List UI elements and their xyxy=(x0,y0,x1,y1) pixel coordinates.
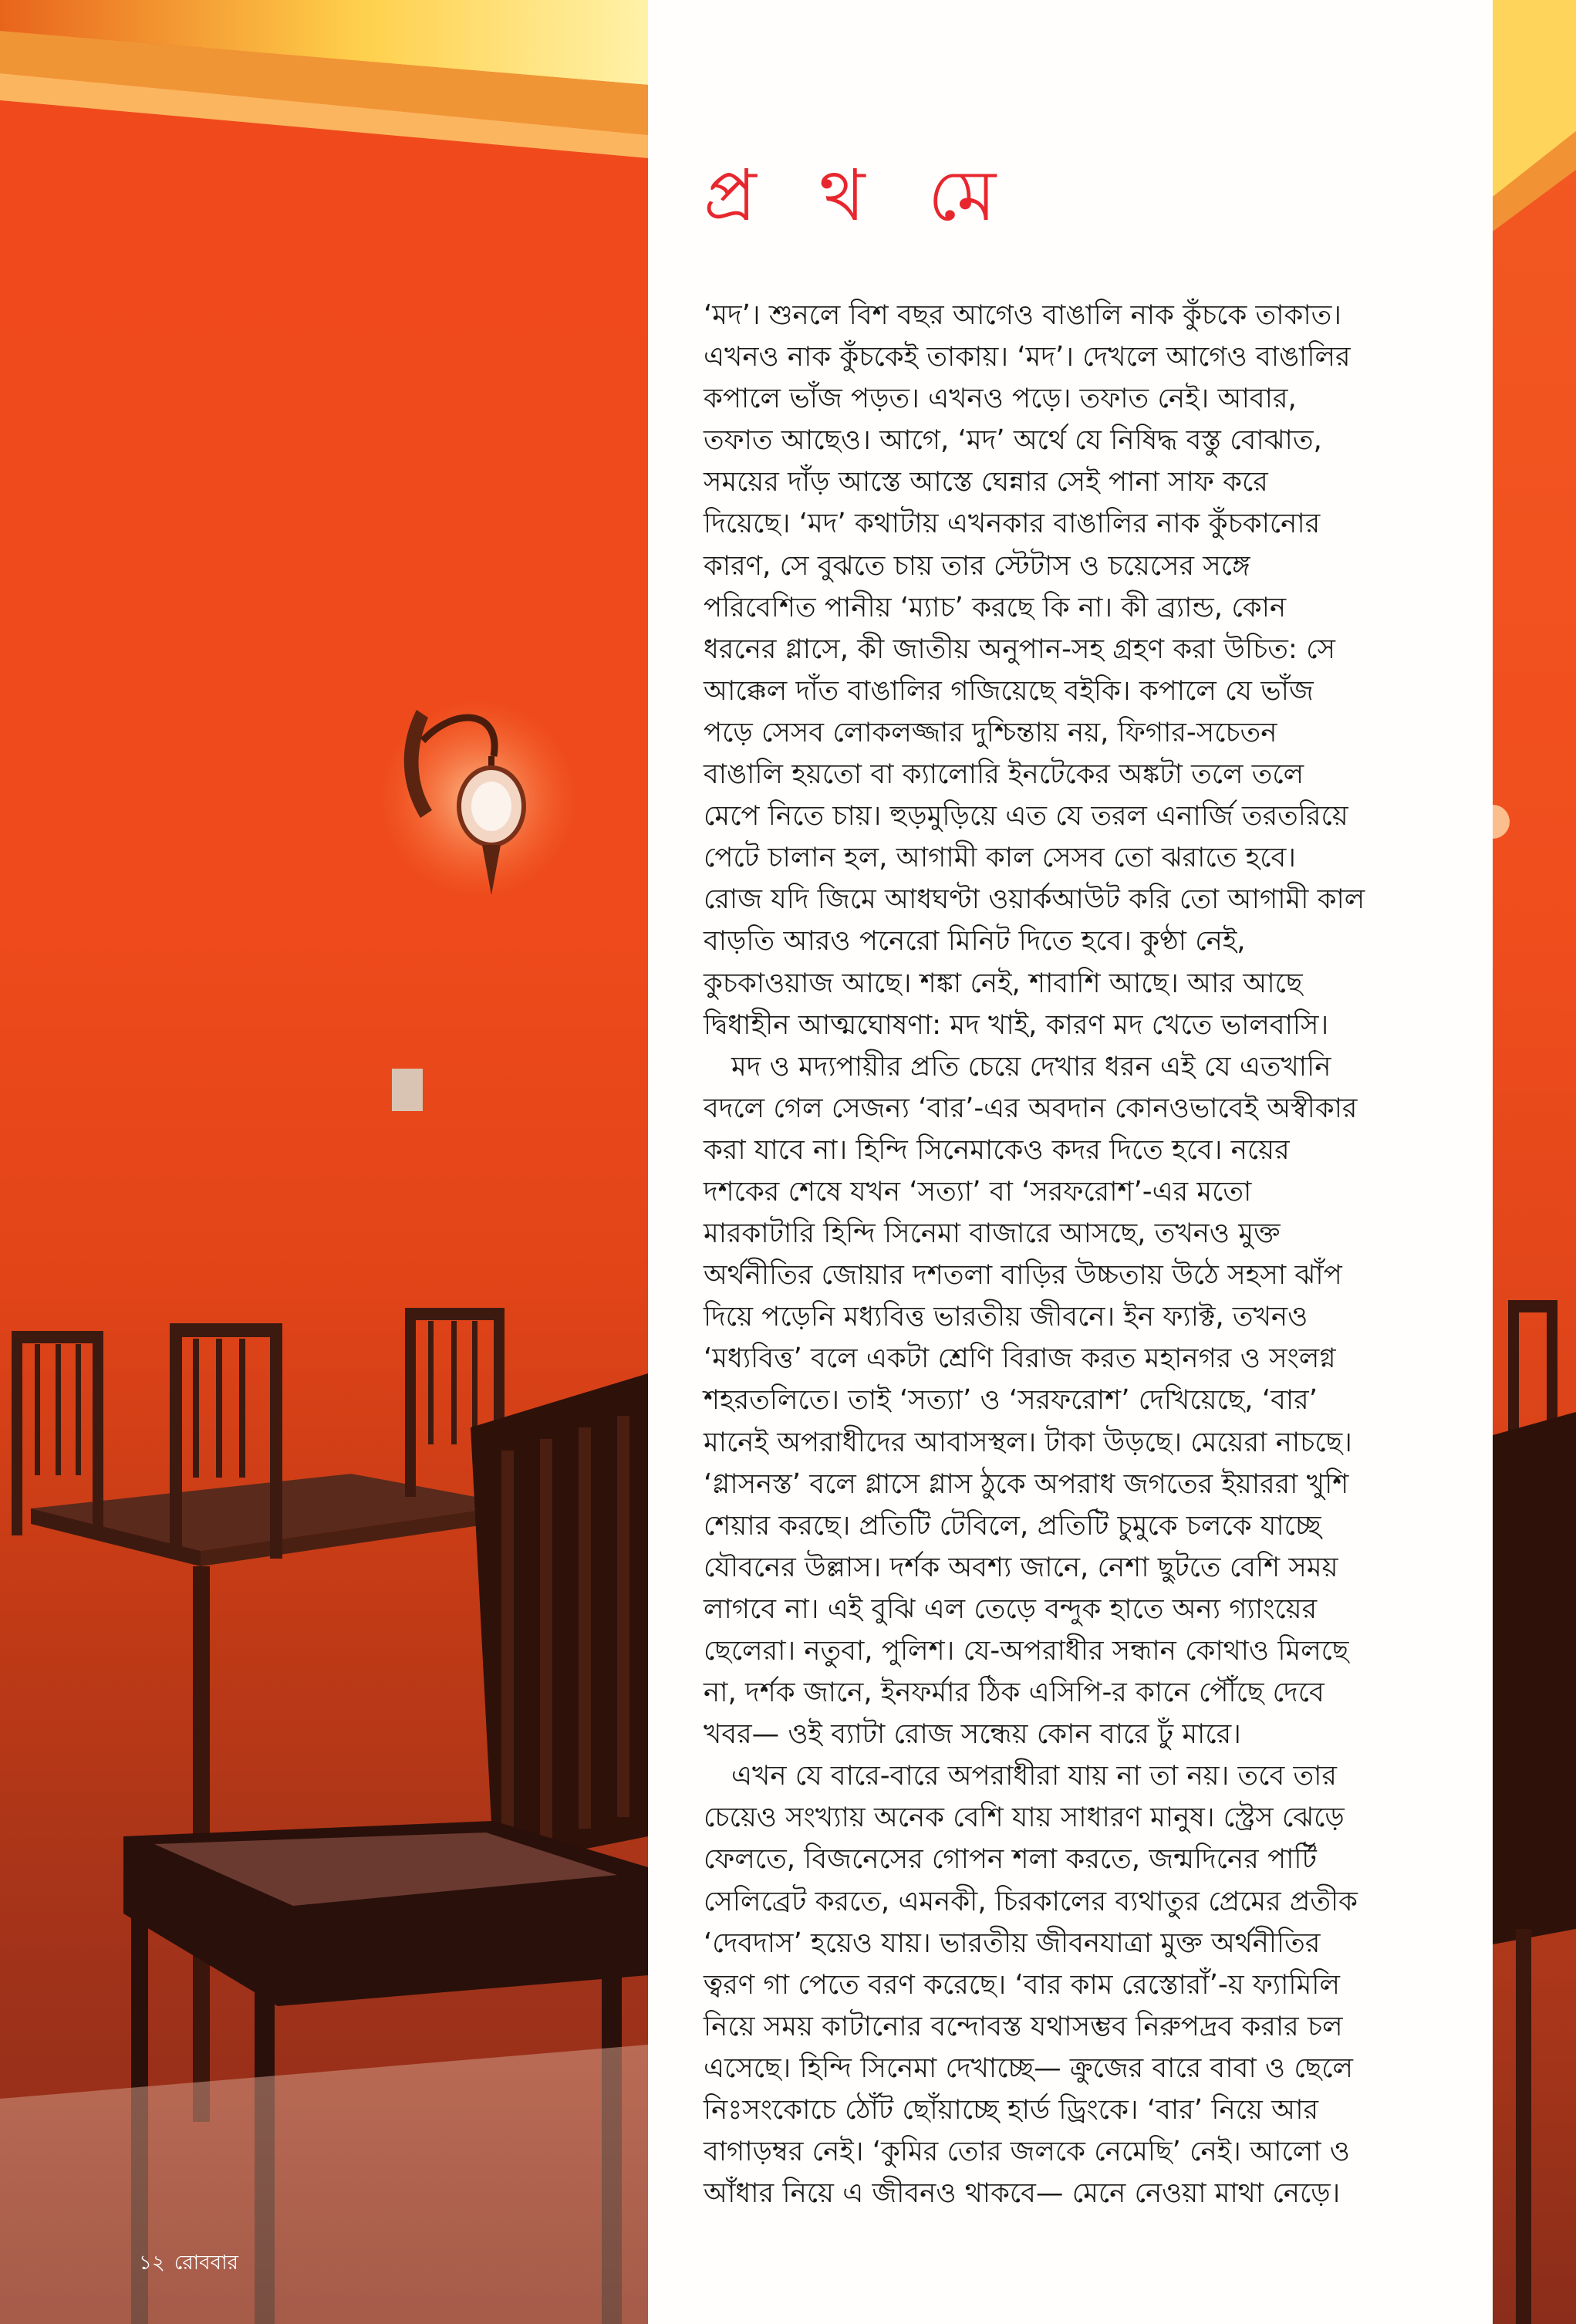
article-line: তফাত আছেও। আগে, ‘মদ’ অর্থে যে নিষিদ্ধ বস্তু বোঝাত, xyxy=(704,424,1322,457)
article-line: দিয়েছে। ‘মদ’ কথাটায় এখনকার বাঙালির নাক কুঁচকানোর xyxy=(704,508,1321,540)
restaurant-photo-right-strip xyxy=(1493,0,1576,2324)
wall-switch xyxy=(392,1069,423,1111)
article-line: ‘দেবদাস’ হয়েও যায়। ভারতীয় জীবনযাত্রা মুক্ত অর্থনীতির xyxy=(704,1927,1321,1959)
article-line: পেটে চালান হল, আগামী কাল সেসব তো ঝরাতে হবে। xyxy=(704,842,1296,874)
article-line: কারণ, সে বুঝতে চায় তার স্টেটাস ও চয়েসের সঙ্গে xyxy=(704,549,1250,582)
article-line: মদ ও মদ্যপায়ীর প্রতি চেয়ে দেখার ধরন এই যে এতখানি xyxy=(731,1050,1331,1083)
article-line: ‘গ্লাসনস্ত’ বলে গ্লাসে গ্লাস ঠুকে অপরাধ জগতের ইয়াররা খুশি xyxy=(704,1468,1349,1500)
article-line: মারকাটারি হিন্দি সিনেমা বাজারে আসছে, তখনও মুক্ত xyxy=(704,1218,1281,1250)
article-line: কপালে ভাঁজ পড়ত। এখনও পড়ে। তফাত নেই। আবার, xyxy=(704,383,1297,415)
article-line: বাড়তি আরও পনেরো মিনিট দিতে হবে। কুণ্ঠা নেই, xyxy=(704,925,1246,958)
article-line: দ্বিধাহীন আত্মঘোষণা: মদ খাই, কারণ মদ খেতে ভালবাসি। xyxy=(704,1008,1329,1041)
restaurant-scene-illustration xyxy=(0,0,648,2324)
article-line: ছেলেরা। নতুবা, পুলিশ। যে-অপরাধীর সন্ধান কোথাও মিলছে xyxy=(704,1635,1349,1667)
page-number: ১২ xyxy=(139,2251,165,2275)
article-line: এসেছে। হিন্দি সিনেমা দেখাচ্ছে— ক্রুজের বারে বাবা ও ছেলে xyxy=(704,2052,1353,2084)
article-line: শেয়ার করছে। প্রতিটি টেবিলে, প্রতিটি চুমুকে চলকে যাচ্ছে xyxy=(704,1509,1321,1542)
article-line: সময়ের দাঁড় আস্তে আস্তে ঘেন্নার সেই পানা সাফ করে xyxy=(704,466,1268,498)
section-heading: প্র থ মে xyxy=(704,154,1017,237)
article-body xyxy=(704,295,1479,2214)
article-line: এখনও নাক কুঁচকেই তাকায়। ‘মদ’। দেখলে আগেও বাঙালির xyxy=(704,341,1351,373)
article-line: যৌবনের উল্লাস। দর্শক অবশ্য জানে, নেশা ছুটতে বেশি সময় xyxy=(704,1551,1338,1583)
article-line: মানেই অপরাধীদের আবাসস্থল। টাকা উড়ছে। মেয়েরা নাচছে। xyxy=(704,1426,1352,1458)
article-line: শহরতলিতে। তাই ‘সত্যা’ ও ‘সরফরোশ’ দেখিয়েছে, ‘বার’ xyxy=(704,1384,1318,1417)
article-line: আক্কেল দাঁত বাঙালির গজিয়েছে বইকি। কপালে যে ভাঁজ xyxy=(704,674,1314,707)
article-line: দিয়ে পড়েনি মধ্যবিত্ত ভারতীয় জীবনে। ইন ফ্যাক্ট, তখনও xyxy=(704,1301,1308,1333)
article-line: দশকের শেষে যখন ‘সত্যা’ বা ‘সরফরোশ’-এর মতো xyxy=(704,1175,1252,1208)
article-line: বদলে গেল সেজন্য ‘বার’-এর অবদান কোনওভাবেই অস্বীকার xyxy=(704,1092,1358,1124)
article-line: নিঃসংকোচে ঠোঁট ছোঁয়াচ্ছে হার্ড ড্রিংকে। ‘বার’ নিয়ে আর xyxy=(704,2094,1319,2126)
restaurant-scene-strip xyxy=(1493,0,1576,2324)
article-line: লাগবে না। এই বুঝি এল তেড়ে বন্দুক হাতে অন্য গ্যাংয়ের xyxy=(704,1593,1318,1625)
article-line: ধরনের গ্লাসে, কী জাতীয় অনুপান-সহ গ্রহণ করা উচিত: সে xyxy=(704,633,1335,665)
article-line: পরিবেশিত পানীয় ‘ম্যাচ’ করছে কি না। কী ব্র্যান্ড, কোন xyxy=(704,591,1287,623)
article-line: বাঙালি হয়তো বা ক্যালোরি ইনটেকের অঙ্কটা তলে তলে xyxy=(704,758,1304,791)
article-line: মেপে নিতে চায়। হুড়মুড়িয়ে এত যে তরল এনার্জি তরতরিয়ে xyxy=(704,800,1348,833)
article-line: এখন যে বারে-বারে অপরাধীরা যায় না তা নয়। তবে তার xyxy=(731,1760,1337,1792)
article-line: অর্থনীতির জোয়ার দশতলা বাড়ির উচ্চতায় উঠে সহসা ঝাঁপ xyxy=(704,1259,1342,1292)
article-line: খবর— ওই ব্যাটা রোজ সন্ধেয় কোন বারে ঢুঁ মারে। xyxy=(704,1718,1241,1751)
article-line: চেয়েও সংখ্যায় অনেক বেশি যায় সাধারণ মানুষ। স্ট্রেস ঝেড়ে xyxy=(704,1802,1345,1834)
article-line: ‘মদ’। শুনলে বিশ বছর আগেও বাঙালি নাক কুঁচকে তাকাত। xyxy=(704,299,1341,331)
page-folio xyxy=(139,2247,238,2281)
article-line: কুচকাওয়াজ আছে। শঙ্কা নেই, শাবাশি আছে। আর আছে xyxy=(704,967,1303,999)
article-line: না, দর্শক জানে, ইনফর্মার ঠিক এসিপি-র কানে পৌঁছে দেবে xyxy=(704,1677,1325,1709)
article-line: করা যাবে না। হিন্দি সিনেমাকেও কদর দিতে হবে। নয়ের xyxy=(704,1133,1290,1166)
article-line: পড়ে সেসব লোকলজ্জার দুশ্চিন্তায় নয়, ফিগার-সচেতন xyxy=(704,716,1277,748)
article-line: ফেলতে, বিজনেসের গোপন শলা করতে, জন্মদিনের পার্টি xyxy=(704,1843,1317,1876)
article-line: ত্বরণ গা পেতে বরণ করেছে। ‘বার কাম রেস্তোরাঁ’-য় ফ্যামিলি xyxy=(704,1968,1340,2001)
magazine-name: রোববার xyxy=(174,2251,238,2275)
article-line: বাগাড়ম্বর নেই। ‘কুমির তোর জলকে নেমেছি’ নেই। আলো ও xyxy=(704,2136,1350,2168)
article-line: নিয়ে সময় কাটানোর বন্দোবস্ত যথাসম্ভব নিরুপদ্রব করার চল xyxy=(704,2010,1343,2042)
article-line: ‘মধ্যবিত্ত’ বলে একটা শ্রেণি বিরাজ করত মহানগর ও সংলগ্ন xyxy=(704,1343,1336,1375)
article-line: আঁধার নিয়ে এ জীবনও থাকবে— মেনে নেওয়া মাথা নেড়ে। xyxy=(704,2177,1341,2210)
restaurant-photo xyxy=(0,0,648,2324)
article-line: সেলিব্রেট করতে, এমনকী, চিরকালের ব্যথাতুর প্রেমের প্রতীক xyxy=(704,1885,1358,1917)
article-line: রোজ যদি জিমে আধঘণ্টা ওয়ার্কআউট করি তো আগামী কাল xyxy=(704,883,1365,916)
